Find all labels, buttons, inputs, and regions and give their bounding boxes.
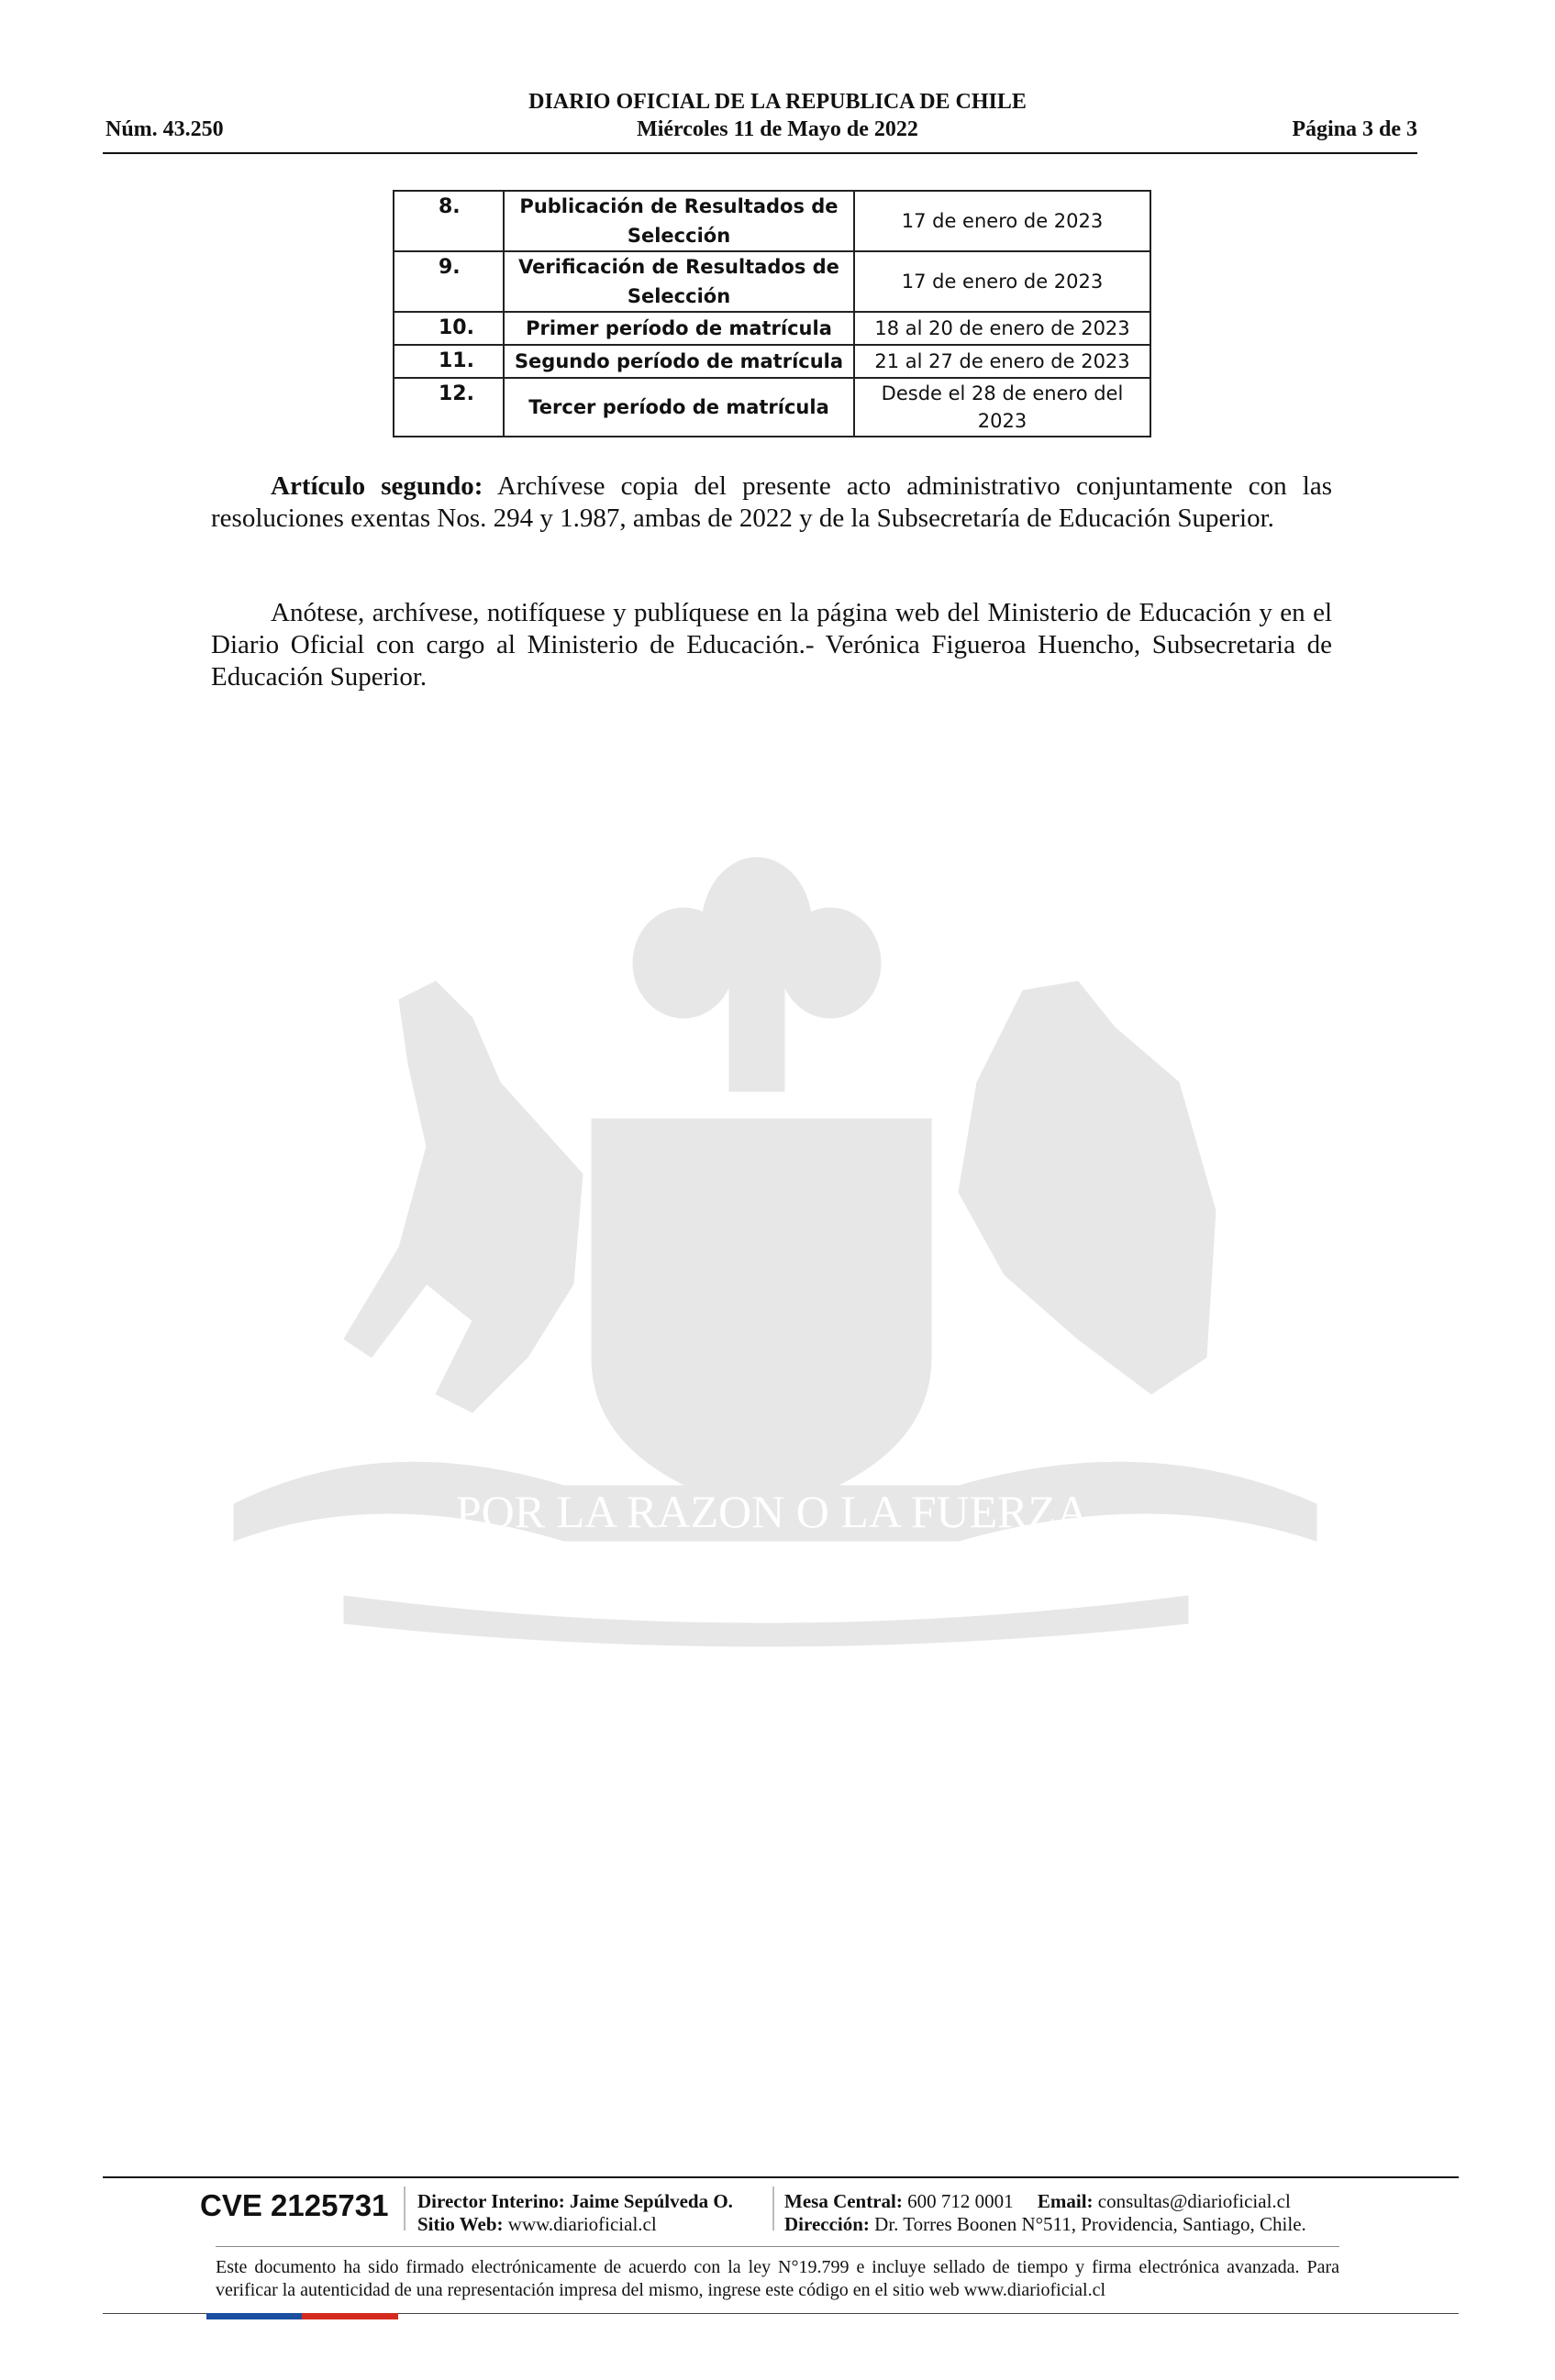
date-cell	[854, 191, 1150, 251]
date-line: 21 al 27 de enero de 2023	[874, 350, 1130, 372]
row-number: 9.	[394, 251, 504, 312]
date-line: Desde el 28 de enero del	[881, 382, 1124, 404]
article-paragraph	[211, 470, 1332, 535]
address-label: Dirección:	[784, 2213, 870, 2235]
date-cell	[854, 251, 1150, 312]
date-line: 2023	[977, 410, 1027, 432]
coat-of-arms-icon	[197, 844, 1349, 1669]
web-label: Sitio Web:	[417, 2213, 504, 2235]
row-number: 10.	[394, 312, 504, 345]
row-number: 8.	[394, 191, 504, 251]
email-link[interactable]: consultas@diarioficial.cl	[1093, 2190, 1291, 2212]
table-row	[394, 312, 1150, 345]
web-link[interactable]: www.diarioficial.cl	[503, 2213, 657, 2235]
footer-thin-divider	[216, 2246, 1339, 2247]
row-number: 12.	[394, 378, 504, 437]
activity-line: Selección	[627, 285, 731, 307]
date-line: 17 de enero de 2023	[901, 210, 1104, 232]
footer-contact-block	[784, 2190, 1306, 2236]
date-cell	[854, 312, 1150, 345]
flag-blue-stripe	[206, 2313, 302, 2319]
cve-code: CVE 2125731	[200, 2188, 389, 2222]
table-row	[394, 251, 1150, 312]
page-indicator: Página 3 de 3	[1292, 117, 1417, 141]
date-cell	[854, 378, 1150, 437]
activity-line: Primer período de matrícula	[526, 317, 832, 339]
article-text: Archívese copia del presente acto administrativo conjuntamente con las resoluciones exentas Nos. 294 y 1.987, ambas de 2022 y de la Subsecretaría de Educación Superior.	[211, 471, 1332, 533]
activity-cell	[504, 378, 854, 437]
activity-cell	[504, 345, 854, 378]
schedule-table	[393, 190, 1151, 437]
director-line: Director Interino: Jaime Sepúlveda O.	[417, 2190, 733, 2212]
activity-cell	[504, 251, 854, 312]
article-label: Artículo segundo:	[271, 471, 483, 501]
activity-cell	[504, 191, 854, 251]
row-number: 11.	[394, 345, 504, 378]
footer-director-block	[417, 2190, 733, 2236]
activity-line: Tercer período de matrícula	[528, 396, 829, 418]
footer-separator	[772, 2186, 774, 2231]
footer-separator	[404, 2186, 405, 2231]
date-line: 17 de enero de 2023	[901, 271, 1104, 293]
flag-red-stripe	[302, 2313, 398, 2319]
activity-line: Selección	[627, 225, 731, 247]
table-row	[394, 378, 1150, 437]
newspaper-title: DIARIO OFICIAL DE LA REPUBLICA DE CHILE	[528, 90, 1027, 114]
activity-line: Publicación de Resultados de	[519, 195, 839, 217]
activity-line: Verificación de Resultados de	[518, 256, 839, 278]
issue-number: Núm. 43.250	[106, 117, 224, 141]
date-line: 18 al 20 de enero de 2023	[874, 317, 1130, 339]
table-row	[394, 191, 1150, 251]
motto-text: POR LA RAZON O LA FUERZA	[455, 1486, 1090, 1537]
email-label: Email:	[1037, 2190, 1094, 2212]
footer-divider	[103, 2176, 1459, 2178]
activity-line: Segundo período de matrícula	[514, 350, 844, 372]
issue-date: Miércoles 11 de Mayo de 2022	[637, 117, 918, 141]
mesa-value: 600 712 0001	[902, 2190, 1014, 2212]
address-value: Dr. Torres Boonen N°511, Providencia, Santiago, Chile.	[869, 2213, 1306, 2235]
signature-note: Este documento ha sido firmado electrónicamente de acuerdo con la ley N°19.799 e incluye sellado de tiempo y firma electrónica avanzada. Para verificar la autenticidad de una representación impresa del mismo, ingrese este código en el sitio web www.diarioficial.cl	[216, 2257, 1339, 2300]
date-cell	[854, 345, 1150, 378]
table-row	[394, 345, 1150, 378]
activity-cell	[504, 312, 854, 345]
mesa-label: Mesa Central:	[784, 2190, 903, 2212]
closing-paragraph: Anótese, archívese, notifíquese y publíquese en la página web del Ministerio de Educación y en el Diario Oficial con cargo al Ministerio de Educación.- Verónica Figueroa Huencho, Subsecretaria de Educación Superior.	[211, 598, 1332, 692]
header-divider	[103, 152, 1417, 154]
